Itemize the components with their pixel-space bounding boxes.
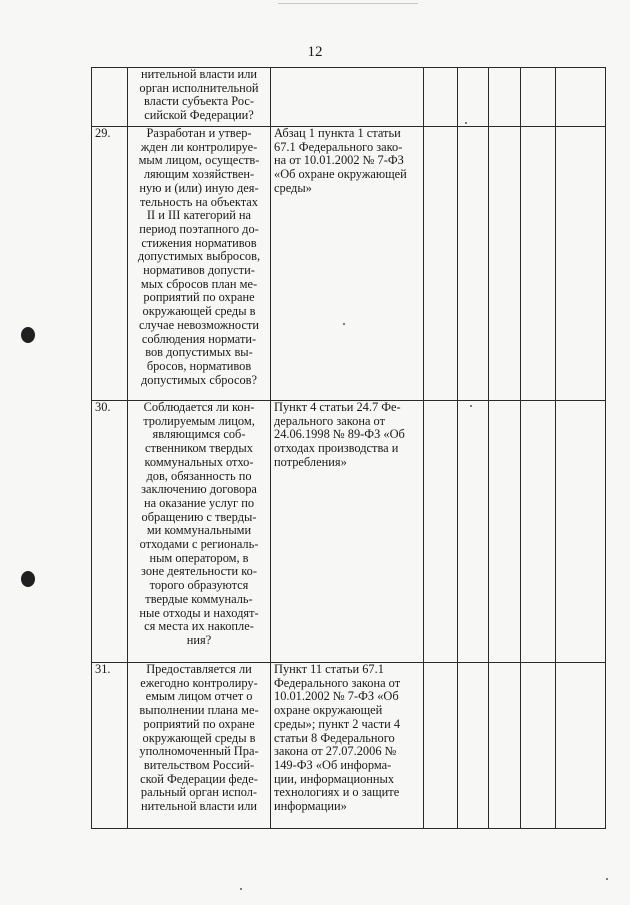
requirement-question (128, 68, 271, 127)
legal-reference (271, 127, 424, 401)
question-line: допустимых выбросов, (137, 249, 261, 264)
question-line: являющимся соб- (152, 427, 246, 442)
reference-line: Федерального закона от (274, 675, 401, 690)
requirement-question (128, 663, 271, 829)
question-line: окружающей среды в (142, 304, 256, 319)
answer-cell (489, 127, 521, 401)
question-line: ные отходы и находят- (139, 605, 259, 620)
reference-line: Пункт 4 статьи 24.7 Фе- (274, 400, 401, 414)
reference-line: статьи 8 Федерального (274, 730, 395, 745)
reference-line: 67.1 Федерального зако- (274, 139, 403, 154)
punch-hole-mark (21, 571, 35, 587)
question-line: Предоставляется ли (146, 662, 252, 676)
answer-cell (458, 68, 489, 127)
question-line: обращению с тверды- (141, 509, 257, 524)
checklist-table (91, 67, 606, 829)
answer-cell (458, 401, 489, 663)
question-line: жден ли контролируе- (140, 139, 258, 154)
reference-line: 24.06.1998 № 89-ФЗ «Об (274, 427, 405, 442)
question-line: ственником твердых (145, 441, 253, 456)
question-line: мых сбросов план ме- (140, 276, 258, 291)
question-line: тролируемым лицом, (143, 413, 255, 428)
question-line: ся места их накопле- (144, 619, 254, 634)
question-line: ральный орган испол- (140, 785, 258, 800)
answer-cell (556, 401, 606, 663)
question-line: допустимых сбросов? (140, 372, 258, 387)
question-line: вов допустимых вы- (145, 345, 253, 360)
reference-line: среды» (274, 180, 312, 195)
table-row (92, 401, 606, 663)
row-number: 29. (92, 127, 128, 401)
question-line: нительной власти или (140, 67, 258, 81)
answer-cell (521, 663, 556, 829)
answer-cell (521, 401, 556, 663)
answer-cell (489, 663, 521, 829)
answer-cell (424, 68, 458, 127)
reference-line: информации» (274, 799, 347, 814)
answer-cell (556, 127, 606, 401)
reference-line: технологиях и о защите (274, 785, 400, 800)
reference-line: отходах производства и (274, 441, 399, 456)
question-line: случае невозможности (139, 317, 259, 332)
question-line: II и III категорий на (146, 208, 252, 223)
question-line: дов, обязанность по (146, 468, 252, 483)
table-row (92, 127, 606, 401)
question-line: сийской Федерации? (144, 108, 254, 123)
question-line: период поэтапного до- (139, 221, 259, 236)
question-line: соблюдения нормати- (141, 331, 257, 346)
row-number (92, 68, 128, 127)
reference-line: дерального закона от (274, 413, 385, 428)
question-line: стижения нормативов (141, 235, 257, 250)
reference-line: 149-ФЗ «Об информа- (274, 757, 392, 772)
answer-cell (458, 127, 489, 401)
legal-reference (271, 663, 424, 829)
requirement-question (128, 127, 271, 401)
question-line: мым лицом, осуществ- (138, 153, 260, 168)
answer-cell (521, 127, 556, 401)
question-line: ную и (или) иную дея- (139, 180, 259, 195)
page-number: 12 (307, 44, 323, 60)
reference-line: потребления» (274, 454, 347, 469)
reference-line: «Об охране окружающей (274, 167, 407, 182)
answer-cell (556, 663, 606, 829)
answer-cell (424, 663, 458, 829)
question-line: отходами с региональ- (139, 537, 259, 552)
reference-line: Пункт 11 статьи 67.1 (274, 662, 384, 676)
scan-speck (606, 878, 608, 880)
question-line: зоне деятельности ко- (141, 564, 257, 579)
question-line: коммунальных отхо- (144, 454, 254, 469)
question-line: Разработан и утвер- (146, 126, 252, 140)
question-line: вительством Россий- (143, 757, 255, 772)
question-line: уполномоченный Пра- (139, 744, 259, 759)
question-line: орган исполнительной (139, 80, 259, 95)
top-scan-line (278, 3, 418, 4)
reference-line: закона от 27.07.2006 № (274, 744, 397, 759)
question-line: ми коммунальными (146, 523, 252, 538)
scan-speck (240, 888, 242, 890)
answer-cell (489, 401, 521, 663)
table-row (92, 68, 606, 127)
question-line: торого образуются (149, 578, 249, 593)
reference-line: Абзац 1 пункта 1 статьи (274, 126, 401, 140)
question-line: выполнении плана ме- (139, 703, 259, 718)
question-line: заключению договора (141, 482, 257, 497)
question-line: ежегодно контролиру- (140, 675, 258, 690)
answer-cell (556, 68, 606, 127)
question-line: нительной власти или (140, 799, 258, 814)
reference-line: среды»; пункт 2 части 4 (274, 716, 401, 731)
legal-reference (271, 68, 424, 127)
answer-cell (424, 401, 458, 663)
row-number: 30. (92, 401, 128, 663)
question-line: нормативов допусти- (143, 263, 255, 278)
question-line: ляющим хозяйствен- (143, 167, 255, 182)
answer-cell (489, 68, 521, 127)
reference-line: охране окружающей (274, 703, 383, 718)
answer-cell (458, 663, 489, 829)
requirement-question (128, 401, 271, 663)
question-line: бросов, нормативов (146, 358, 252, 373)
reference-line: 10.01.2002 № 7-ФЗ «Об (274, 689, 399, 704)
question-line: тельность на объектах (140, 194, 258, 209)
question-line: Соблюдается ли кон- (143, 400, 255, 414)
reference-line: на от 10.01.2002 № 7-ФЗ (274, 153, 404, 168)
row-number: 31. (92, 663, 128, 829)
table-row (92, 663, 606, 829)
question-line: роприятий по охране (143, 716, 255, 731)
answer-cell (424, 127, 458, 401)
question-line: емым лицом отчет о (145, 689, 253, 704)
question-line: власти субъекта Рос- (143, 94, 254, 109)
reference-line: ции, информационных (274, 771, 395, 786)
question-line: твердые коммуналь- (145, 591, 253, 606)
question-line: окружающей среды в (142, 730, 256, 745)
question-line: ным оператором, в (149, 550, 249, 565)
answer-cell (521, 68, 556, 127)
legal-reference (271, 401, 424, 663)
question-line: ния? (186, 632, 212, 647)
punch-hole-mark (21, 327, 35, 343)
question-line: роприятий по охране (143, 290, 255, 305)
question-line: на оказание услуг по (143, 495, 255, 510)
question-line: ской Федерации феде- (140, 771, 258, 786)
